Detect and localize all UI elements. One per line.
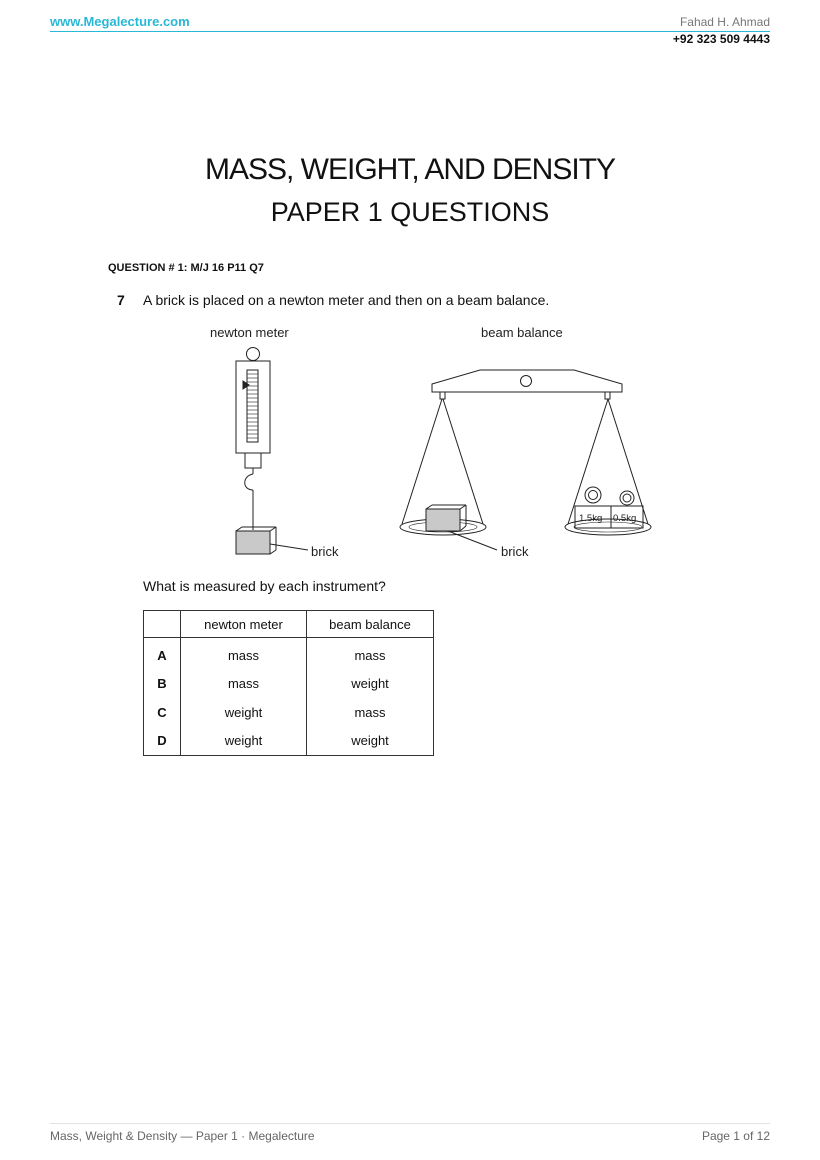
header-author: Fahad H. Ahmad [679, 15, 770, 29]
footer-page-number: Page 1 of 12 [701, 1129, 770, 1143]
option-letter: C [144, 698, 181, 727]
option-letter: D [144, 727, 181, 756]
option-letter: B [144, 670, 181, 699]
mass-2-label: 0.5kg [613, 513, 637, 524]
newton-meter-label: newton meter [210, 325, 289, 340]
question-diagram [190, 318, 670, 568]
beam [432, 370, 622, 392]
right-pan-hanger [605, 392, 610, 399]
option-beam-balance: mass [307, 698, 434, 727]
table-header-blank [144, 611, 181, 638]
newton-meter-ring [247, 348, 260, 361]
newton-meter-hook [245, 474, 253, 490]
brick-right [426, 509, 460, 531]
newton-meter-body [236, 361, 270, 453]
page-title: MASS, WEIGHT, AND DENSITY [204, 153, 616, 186]
option-beam-balance: weight [307, 670, 434, 699]
brick-label-left: brick [311, 544, 339, 559]
beam-balance-label: beam balance [481, 325, 563, 340]
table-row [144, 727, 434, 756]
newton-meter-stem [245, 453, 261, 468]
footer-divider [50, 1123, 770, 1124]
question-prompt: What is measured by each instrument? [143, 578, 386, 594]
table-header-row [144, 611, 434, 638]
option-newton-meter: mass [181, 638, 307, 670]
mass-1-label: 1.5kg [579, 513, 603, 524]
footer-left: Mass, Weight & Density — Paper 1 · Megalecture [50, 1129, 315, 1143]
newton-meter-diagram [210, 325, 339, 559]
option-newton-meter: mass [181, 670, 307, 699]
right-pan [565, 519, 651, 535]
table-row [144, 670, 434, 699]
option-letter: A [144, 638, 181, 670]
answer-table [143, 610, 434, 756]
beam-balance-diagram [400, 325, 651, 559]
question-heading: QUESTION # 1: M/J 16 P11 Q7 [108, 262, 264, 274]
option-beam-balance: weight [307, 727, 434, 756]
header-site-link[interactable]: www.Megalecture.com [50, 14, 190, 29]
table-header-beam-balance: beam balance [307, 611, 434, 638]
table-header-newton-meter: newton meter [181, 611, 307, 638]
page-subtitle: PAPER 1 QUESTIONS [270, 197, 550, 227]
left-pan-hanger [440, 392, 445, 399]
table-row [144, 638, 434, 670]
question-number: 7 [117, 292, 125, 308]
brick-label-right: brick [501, 544, 529, 559]
beam-pivot [521, 376, 532, 387]
header-divider [50, 31, 770, 32]
option-newton-meter: weight [181, 698, 307, 727]
option-newton-meter: weight [181, 727, 307, 756]
option-beam-balance: mass [307, 638, 434, 670]
header-phone: +92 323 509 4443 [672, 32, 770, 46]
question-text: A brick is placed on a newton meter and then on a beam balance. [143, 292, 550, 308]
brick-left [236, 531, 270, 554]
table-row [144, 698, 434, 727]
